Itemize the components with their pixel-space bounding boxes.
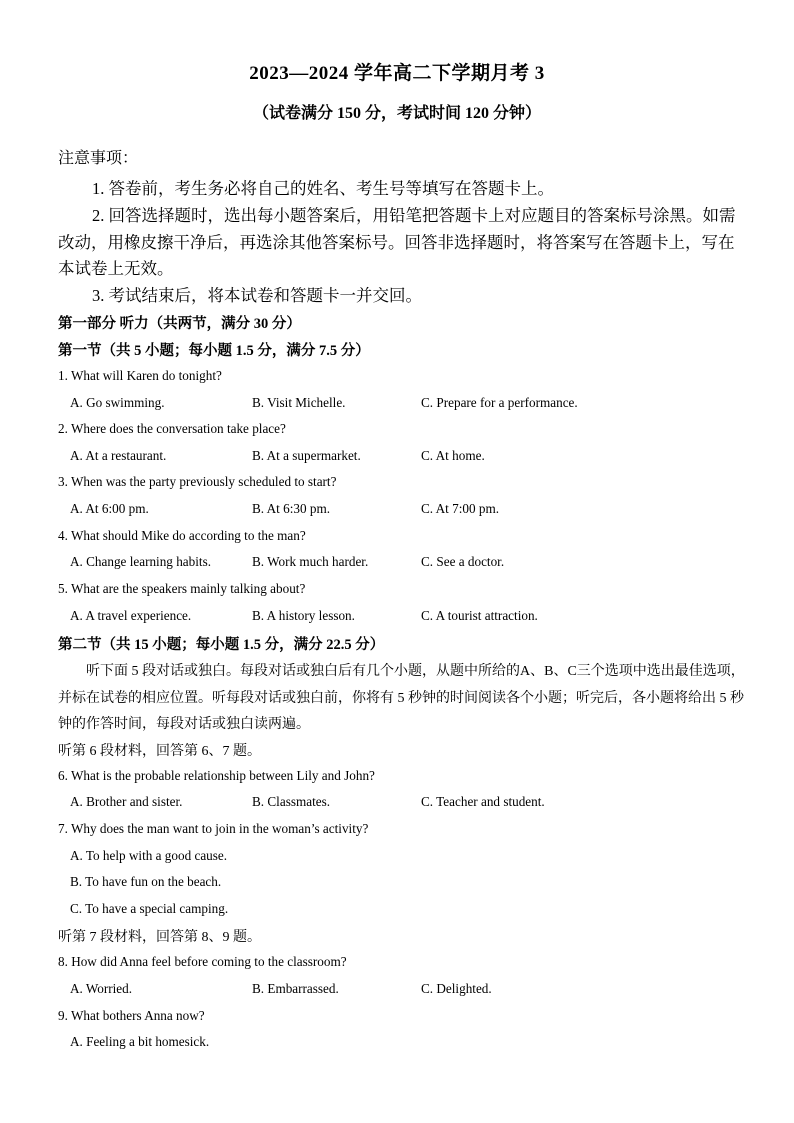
q2-option-b: B. At a supermarket. — [252, 448, 361, 463]
q5-option-b: B. A history lesson. — [252, 608, 355, 623]
question-9: 9. What bothers Anna now? — [58, 1008, 205, 1023]
question-7: 7. Why does the man want to join in the woman’s activity? — [58, 821, 369, 836]
q6-option-c: C. Teacher and student. — [421, 794, 545, 809]
q1-option-b: B. Visit Michelle. — [252, 395, 346, 410]
question-8: 8. How did Anna feel before coming to the classroom? — [58, 954, 347, 969]
q6-option-a: A. Brother and sister. — [70, 794, 183, 809]
section2-heading: 第二节（共 15 小题；每小题 1.5 分，满分 22.5 分） — [58, 637, 385, 653]
question-3: 3. When was the party previously scheduled to start? — [58, 474, 337, 489]
q8-option-b: B. Embarrassed. — [252, 981, 339, 996]
q6-option-b: B. Classmates. — [252, 794, 331, 809]
notice-heading: 注意事项： — [58, 150, 139, 167]
q7-option-c: C. To have a special camping. — [70, 901, 229, 916]
question-1: 1. What will Karen do tonight? — [58, 368, 222, 383]
part1-heading: 第一部分 听力（共两节，满分 30 分） — [58, 316, 301, 332]
q3-option-b: B. At 6:30 pm. — [252, 501, 331, 516]
q8-option-c: C. Delighted. — [421, 981, 492, 996]
q7-option-a: A. To help with a good cause. — [70, 848, 228, 863]
q1-option-c: C. Prepare for a performance. — [421, 395, 578, 410]
section1-heading: 第一节（共 5 小题；每小题 1.5 分，满分 7.5 分） — [58, 343, 370, 359]
q3-option-a: A. At 6:00 pm. — [70, 501, 149, 516]
q5-option-a: A. A travel experience. — [70, 608, 192, 623]
notice-item-2: 2. 回答选择题时，选出每小题答案后，用铅笔把答题卡上对应题目的答案标号涂黑。如需改动，用橡皮擦干净后，再选涂其他答案标号。回答非选择题时，将答案写在答题卡上，写在本试卷上无效。 — [58, 206, 736, 278]
question-5: 5. What are the speakers mainly talking about? — [58, 581, 306, 596]
notice-item-1-text: 1. 答卷前，考生务必将自己的姓名、考生号等填写在答题卡上。 — [92, 179, 554, 198]
notice-item-3-text: 3. 考试结束后，将本试卷和答题卡一并交回。 — [92, 286, 422, 305]
q9-option-a: A. Feeling a bit homesick. — [70, 1034, 210, 1049]
q2-option-a: A. At a restaurant. — [70, 448, 167, 463]
question-2: 2. Where does the conversation take place? — [58, 421, 286, 436]
material-7-note: 听第 7 段材料，回答第 8、9 题。 — [58, 930, 261, 945]
q1-option-a: A. Go swimming. — [70, 395, 165, 410]
q3-option-c: C. At 7:00 pm. — [421, 501, 500, 516]
question-4: 4. What should Mike do according to the man? — [58, 528, 306, 543]
q7-option-b: B. To have fun on the beach. — [70, 874, 222, 889]
q4-option-b: B. Work much harder. — [252, 554, 369, 569]
q2-option-c: C. At home. — [421, 448, 485, 463]
q8-option-a: A. Worried. — [70, 981, 133, 996]
exam-title: 2023—2024 学年高二下学期月考 3 — [249, 63, 545, 84]
section2-instructions: 听下面 5 段对话或独白。每段对话或独白后有几个小题，从题中所给的A、B、C三个选项中选出最佳选项，并标在试卷的相应位置。听每段对话或独白前，你将有 5 秒钟的时间阅读各个小题；听完后，各小题将给出 5 秒钟的作答时间，每段对话或独白读两遍。 — [58, 664, 745, 732]
q4-option-c: C. See a doctor. — [421, 554, 505, 569]
q5-option-c: C. A tourist attraction. — [421, 608, 538, 623]
q4-option-a: A. Change learning habits. — [70, 554, 211, 569]
material-6-note: 听第 6 段材料，回答第 6、7 题。 — [58, 744, 261, 759]
notice-item-3 — [58, 283, 748, 310]
exam-subtitle: （试卷满分 150 分，考试时间 120 分钟） — [252, 105, 541, 122]
notice-item-1 — [58, 176, 748, 203]
question-6: 6. What is the probable relationship between Lily and John? — [58, 768, 375, 783]
